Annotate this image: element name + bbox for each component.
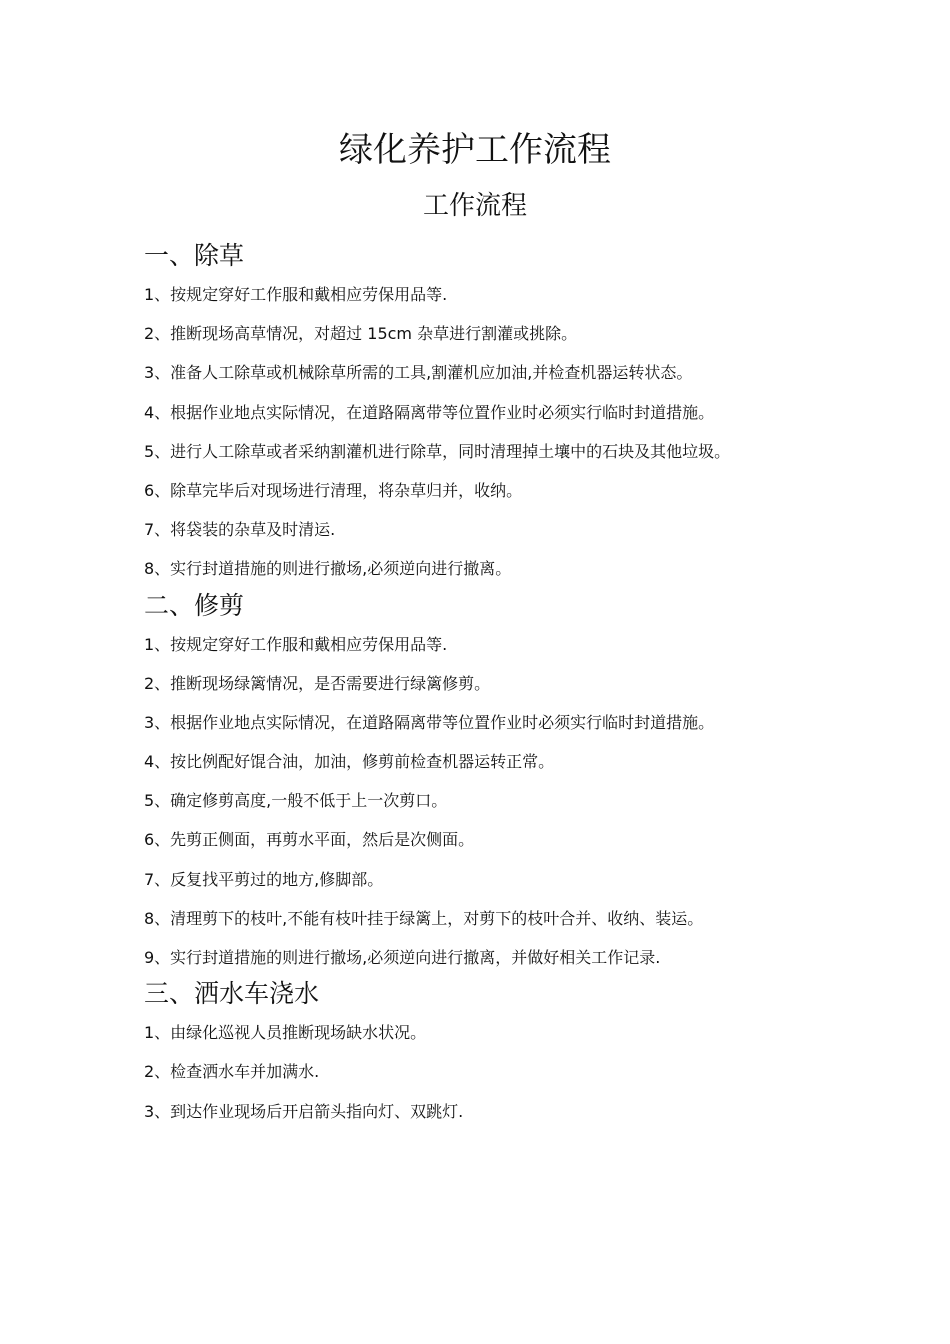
section-heading: 二、修剪 bbox=[144, 590, 245, 620]
list-item: 7、反复找平剪过的地方,修脚部。 bbox=[144, 869, 384, 889]
list-item: 6、除草完毕后对现场进行清理，将杂草归并，收纳。 bbox=[144, 480, 523, 500]
list-item: 7、将袋装的杂草及时清运. bbox=[144, 520, 336, 540]
section-pruning bbox=[144, 586, 844, 970]
document-subtitle: 工作流程 bbox=[422, 191, 527, 221]
section-heading: 三、洒水车浇水 bbox=[144, 979, 320, 1009]
document-body bbox=[144, 236, 844, 1140]
list-item: 4、按比例配好馄合油，加油，修剪前检查机器运转正常。 bbox=[144, 752, 555, 772]
list-item: 3、准备人工除草或机械除草所需的工具,割灌机应加油,并检查机器运转状态。 bbox=[144, 363, 693, 383]
list-item: 5、进行人工除草或者采纳割灌机进行除草，同时清理掉土壤中的石块及其他垃圾。 bbox=[144, 441, 731, 461]
list-item: 2、检查洒水车并加满水. bbox=[144, 1062, 320, 1082]
list-item: 2、推断现场绿篱情况，是否需要进行绿篱修剪。 bbox=[144, 673, 491, 693]
list-item: 8、清理剪下的枝叶,不能有枝叶挂于绿篱上，对剪下的枝叶合并、收纳、装运。 bbox=[144, 908, 704, 928]
document-title: 绿化养护工作流程 bbox=[339, 130, 611, 170]
list-item: 3、根据作业地点实际情况，在道路隔离带等位置作业时必须实行临时封道措施。 bbox=[144, 712, 715, 732]
list-item: 1、按规定穿好工作服和戴相应劳保用品等. bbox=[144, 285, 448, 304]
list-item: 1、按规定穿好工作服和戴相应劳保用品等. bbox=[144, 634, 448, 654]
section-heading: 一、除草 bbox=[144, 241, 245, 270]
list-item: 1、由绿化巡视人员推断现场缺水状况。 bbox=[144, 1023, 427, 1043]
list-item: 5、确定修剪高度,一般不低于上一次剪口。 bbox=[144, 791, 448, 811]
list-item: 6、先剪正侧面，再剪水平面，然后是次侧面。 bbox=[144, 830, 475, 850]
list-item: 2、推断现场高草情况，对超过 15cm 杂草进行割灌或挑除。 bbox=[144, 324, 578, 344]
section-watering bbox=[144, 974, 844, 1122]
list-item: 3、到达作业现场后开启箭头指向灯、双跳灯. bbox=[144, 1101, 464, 1121]
list-item: 9、实行封道措施的则进行撤场,必须逆向进行撤离，并做好相关工作记录. bbox=[144, 948, 661, 967]
section-weeding bbox=[144, 236, 844, 580]
list-item: 8、实行封道措施的则进行撤场,必须逆向进行撤离。 bbox=[144, 559, 512, 579]
list-item: 4、根据作业地点实际情况，在道路隔离带等位置作业时必须实行临时封道措施。 bbox=[144, 402, 715, 422]
